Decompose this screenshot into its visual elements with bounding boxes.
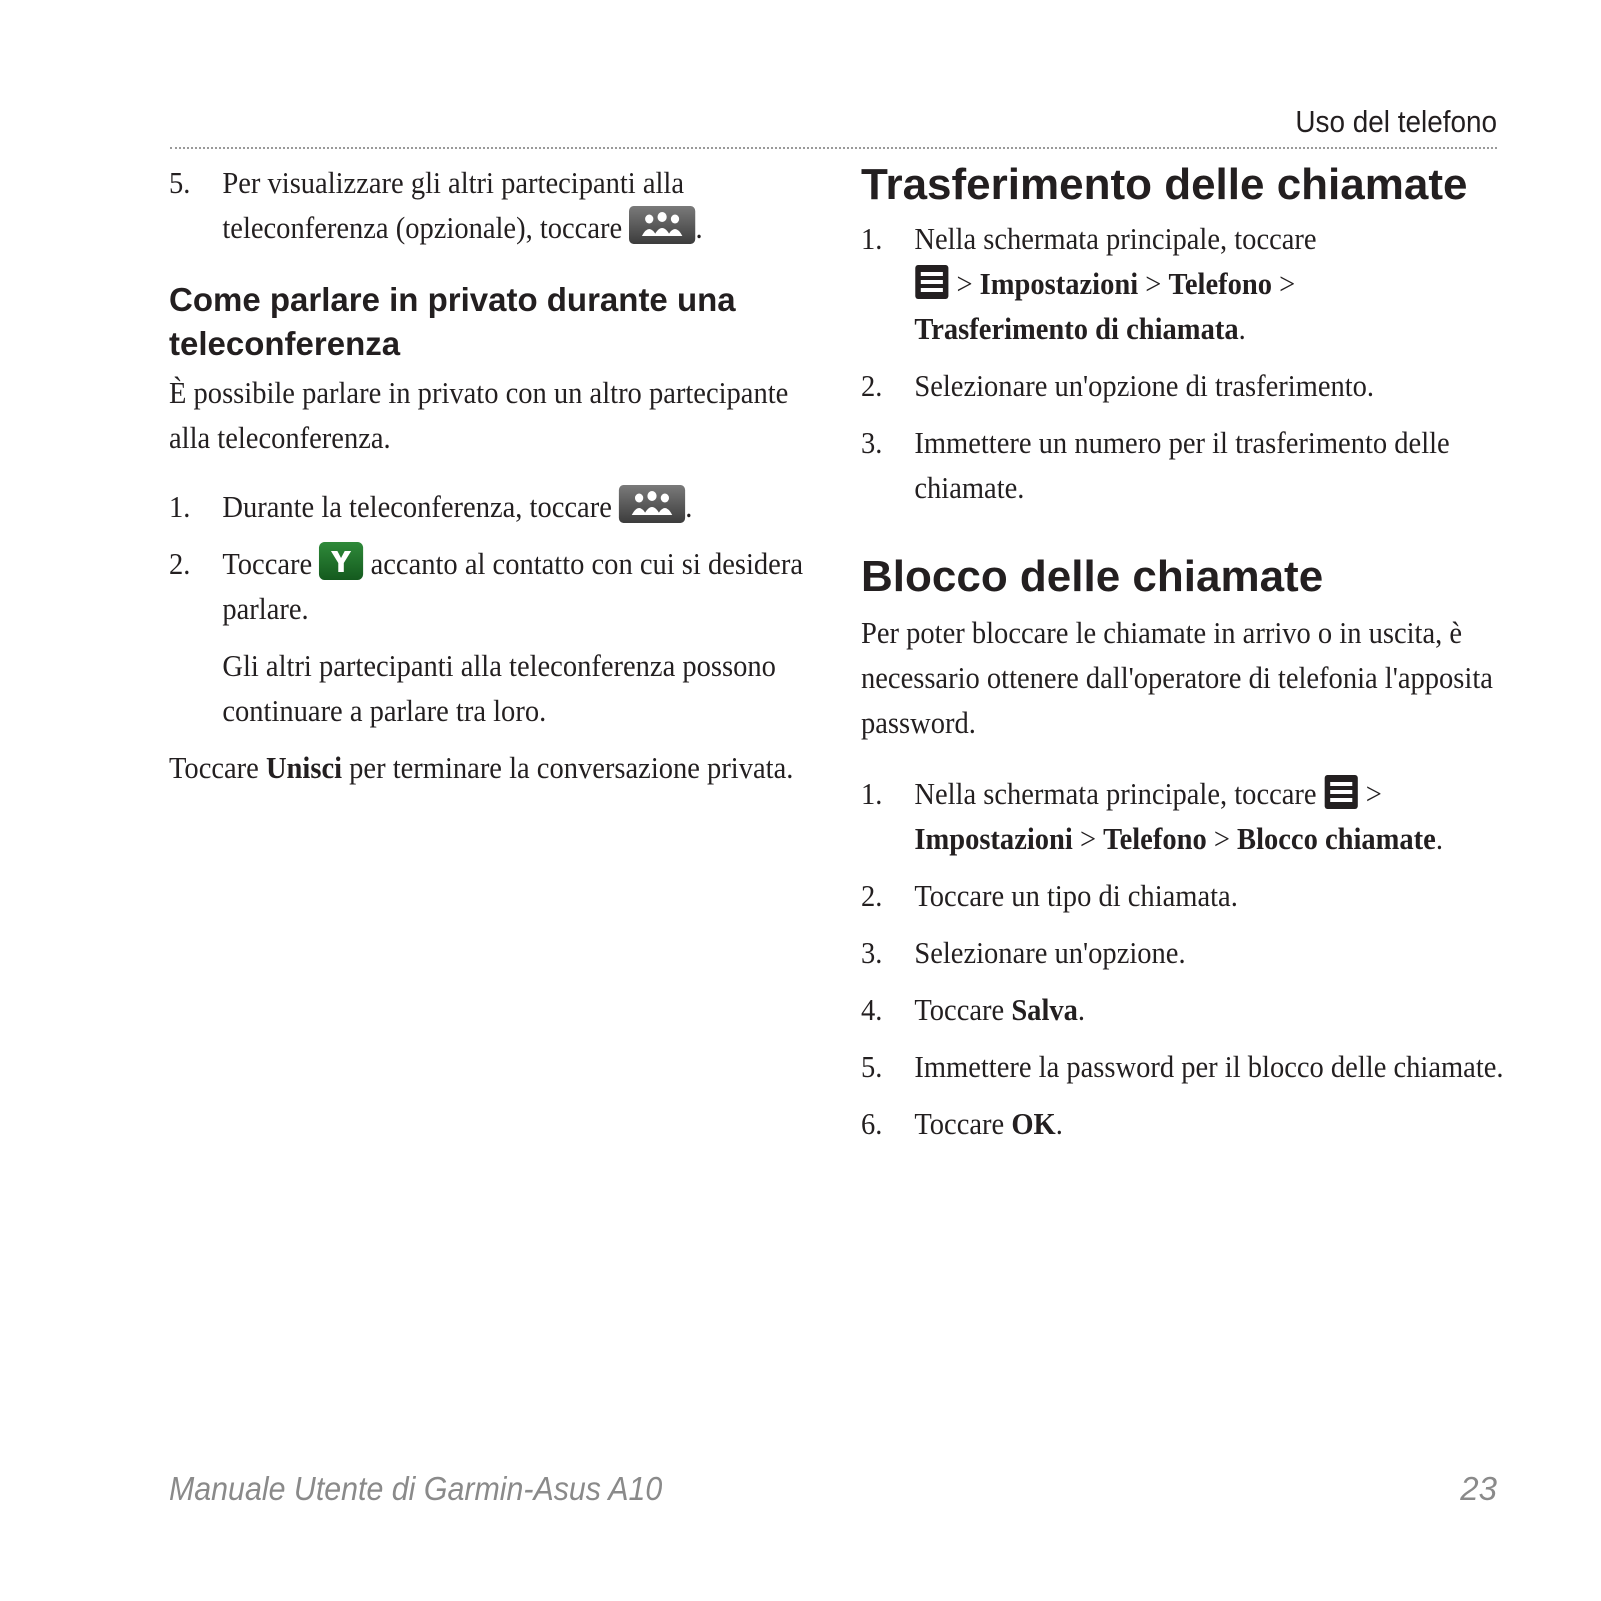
list-item: 2. Toccare un tipo di chiamata. <box>861 878 1238 913</box>
running-header: Uso del telefono <box>1295 104 1497 139</box>
step-text: Per visualizzare gli altri partecipanti alla teleconferenza (opzionale), toccare <box>222 165 685 245</box>
conference-participants-icon <box>629 206 695 244</box>
step-number: 5. <box>169 165 191 200</box>
menu-icon <box>1324 774 1359 810</box>
section-title-block: Blocco delle chiamate <box>861 552 1324 601</box>
note-paragraph: Gli altri partecipanti alla teleconferenza possono continuare a parlare tra loro. <box>222 648 776 728</box>
list-item: 3. Selezionare un'opzione. <box>861 935 1186 970</box>
list-item: 4. Toccare Salva. <box>861 992 1086 1027</box>
list-item: 2. Toccare accanto al contatto con cui si desidera parlare. <box>169 541 805 631</box>
right-column <box>861 158 1511 1146</box>
list-item: 1. Durante la teleconferenza, toccare . <box>169 484 805 529</box>
subsection-heading: Come parlare in privato durante una teleconferenza <box>169 281 736 362</box>
section-title-transfer: Trasferimento delle chiamate <box>861 160 1468 209</box>
private-call-icon <box>319 542 363 580</box>
intro-paragraph: Per poter bloccare le chiamate in arrivo o in uscita, è necessario ottenere dall'operatore di telefonia l'apposita password. <box>861 615 1493 740</box>
list-item: 1. Nella schermata principale, toccare > Impostazioni > Telefono > Trasferimento di chiamata. <box>861 221 1317 346</box>
list-item: 5. Per visualizzare gli altri partecipanti alla teleconferenza (opzionale), toccare . <box>169 160 805 250</box>
header-divider <box>170 147 1497 149</box>
list-item: 1. Nella schermata principale, toccare > Impostazioni > Telefono > Blocco chiamate. <box>861 776 1443 856</box>
left-column <box>169 160 809 790</box>
footer-manual-title: Manuale Utente di Garmin-Asus A10 <box>169 1470 663 1507</box>
menu-icon <box>914 264 949 300</box>
closing-paragraph: Toccare Unisci per terminare la conversazione privata. <box>169 750 794 785</box>
list-item: 2. Selezionare un'opzione di trasferimento. <box>861 368 1375 403</box>
conference-participants-icon <box>619 485 685 523</box>
intro-paragraph: È possibile parlare in privato con un altro partecipante alla teleconferenza. <box>169 375 789 455</box>
list-item: 6. Toccare OK. <box>861 1106 1063 1141</box>
list-item: 3. Immettere un numero per il trasferimento delle chiamate. <box>861 425 1450 505</box>
list-item: 5. Immettere la password per il blocco delle chiamate. <box>861 1049 1504 1084</box>
page-number: 23 <box>1460 1470 1497 1507</box>
